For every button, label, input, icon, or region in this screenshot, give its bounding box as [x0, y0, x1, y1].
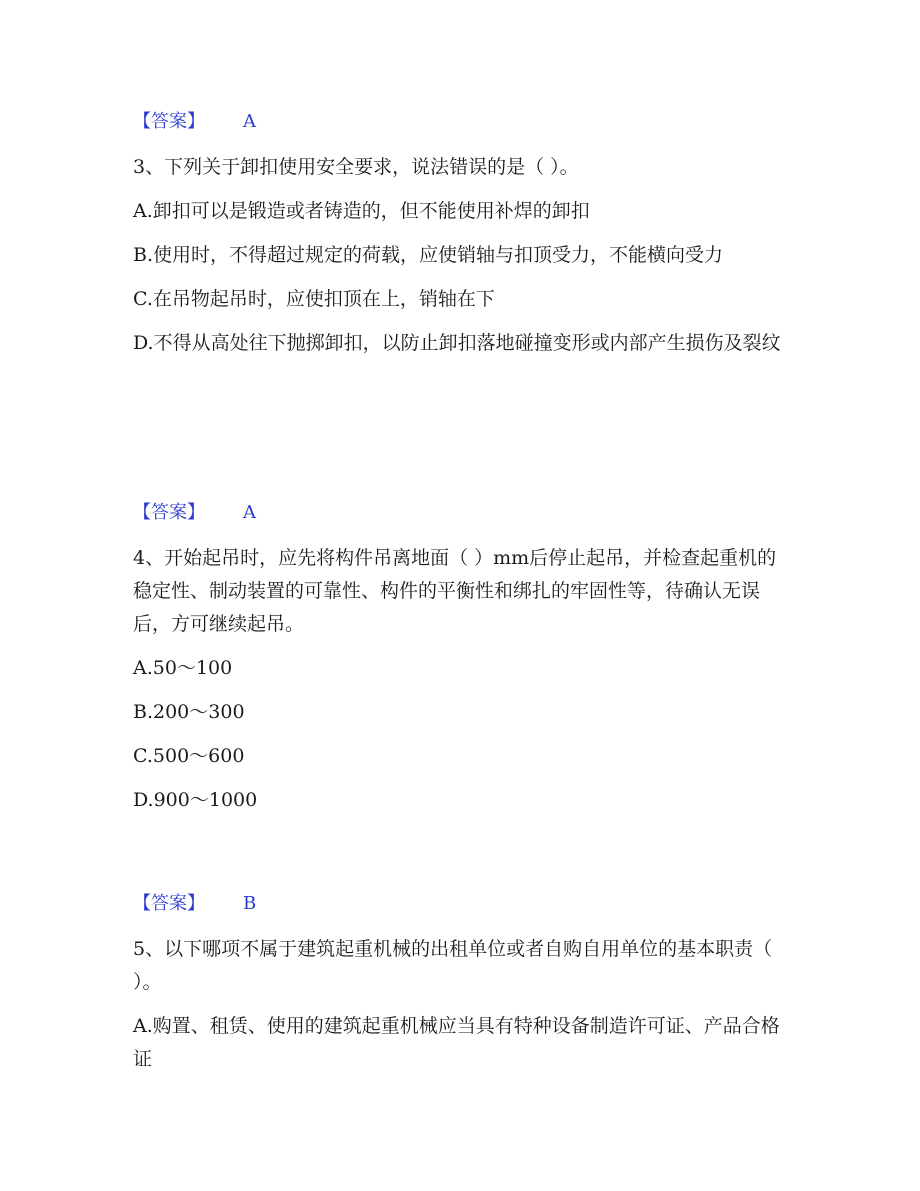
question-5: [133, 933, 783, 1076]
question-stem: 5、以下哪项不属于建筑起重机械的出租单位或者自购自用单位的基本职责（ ）。: [133, 938, 773, 993]
question-4: [133, 542, 783, 817]
question-stem: 3、下列关于卸扣使用安全要求，说法错误的是（ ）。: [133, 156, 579, 178]
answer-label: 【答案】: [133, 893, 205, 914]
question-3: [133, 151, 783, 360]
option-a: A.卸扣可以是锻造或者铸造的，但不能使用补焊的卸扣: [133, 200, 590, 222]
answer-value: A: [243, 111, 256, 132]
option-b: B.200～300: [133, 701, 245, 723]
question-stem: 4、开始起吊时，应先将构件吊离地面（ ）mm后停止起吊，并检查起重机的稳定性、制动装置的可靠性、构件的平衡性和绑扎的牢固性等，待确认无误后，方可继续起吊。: [133, 547, 777, 635]
answer-label: 【答案】: [133, 111, 205, 132]
option-c: C.在吊物起吊时，应使扣顶在上，销轴在下: [133, 288, 495, 310]
answer-line: [133, 501, 256, 525]
option-c: C.500～600: [133, 745, 245, 767]
answer-value: A: [243, 502, 256, 523]
answer-value: B: [243, 893, 257, 914]
option-b: B.使用时，不得超过规定的荷载，应使销轴与扣顶受力，不能横向受力: [133, 244, 724, 266]
option-a: A.购置、租赁、使用的建筑起重机械应当具有特种设备制造许可证、产品合格证: [133, 1015, 780, 1070]
answer-label: 【答案】: [133, 502, 205, 523]
answer-line: [133, 110, 256, 134]
answer-line: [133, 892, 256, 916]
option-d: D.不得从高处往下抛掷卸扣，以防止卸扣落地碰撞变形或内部产生损伤及裂纹: [133, 332, 781, 354]
option-d: D.900～1000: [133, 789, 258, 811]
option-a: A.50～100: [133, 657, 233, 679]
